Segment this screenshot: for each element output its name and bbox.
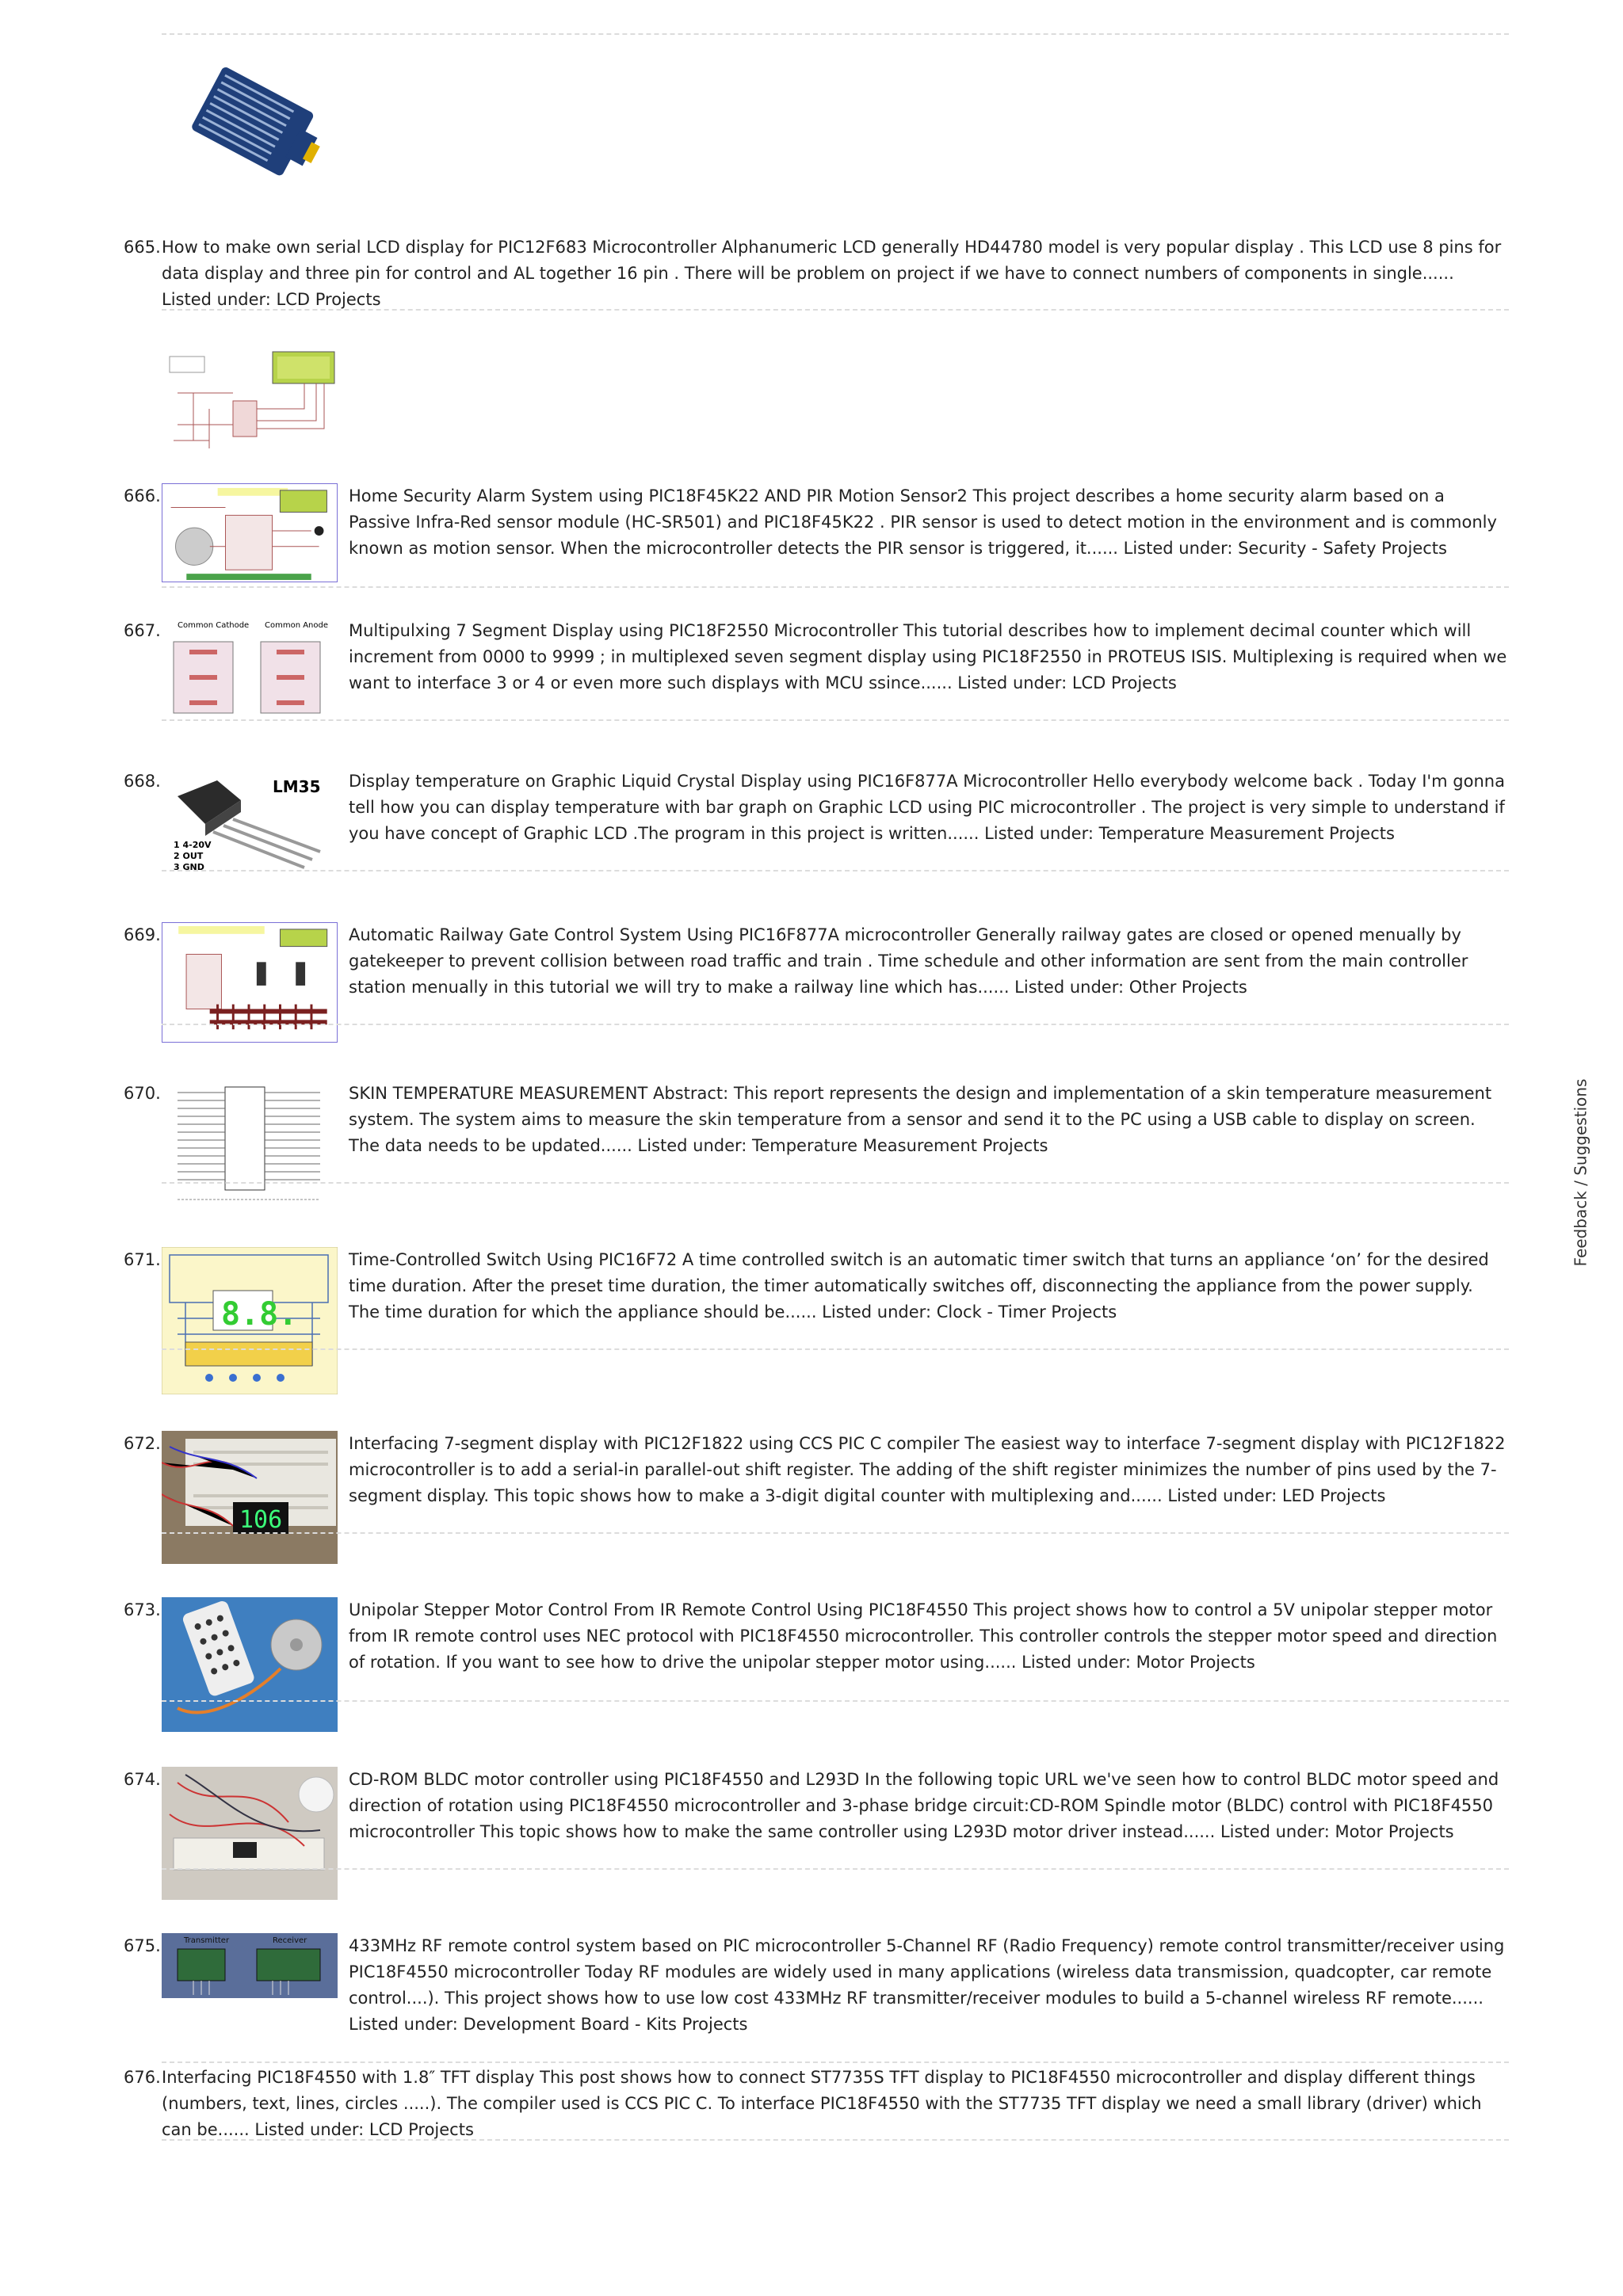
feedback-tab[interactable] xyxy=(1565,1078,1597,1267)
separator xyxy=(162,719,1509,721)
project-link[interactable]: Home Security Alarm System using PIC18F45K22 AND PIR Motion Sensor2 This project describes a home security alarm based on a Passive Infra-Red sensor module (HC-SR501) and PIC18F45K22 . PIR sensor is used to detect motion in the environment and is commonly known as motion sensor. When the microcontroller detects the PIR sensor is triggered, it...... Listed under: Security - Safety Projects xyxy=(349,486,1497,558)
lm35-sensor-image[interactable] xyxy=(162,769,338,879)
serial-lcd-schematic-image[interactable] xyxy=(162,345,338,455)
counter-display-digits: 106 xyxy=(239,1506,283,1534)
project-link[interactable]: 433MHz RF remote control system based on PIC microcontroller 5-Channel RF (Radio Frequency) remote control transmitter/receiver using PIC18F4550 microcontroller Today RF modules are widely used in many applications (wireless data transmission, quadcopter, car remote control....). This project shows how to use low cost 433MHz RF transmitter/receiver modules to build a 5-channel wireless RF remote...... Listed under: Development Board - Kits Projects xyxy=(349,1936,1505,2034)
project-description xyxy=(349,1247,1509,1325)
project-description xyxy=(349,1597,1509,1676)
project-link[interactable]: Display temperature on Graphic Liquid Crystal Display using PIC16F877A Microcontroller Hello everybody welcome back . Today I'm gonna tell how you can display temperature with bar graph on Graphic LCD using PIC microcontroller . The project is very simple to understand if you have concept of Graphic LCD .The program in this project is written...... Listed under: Temperature Measurement Projects xyxy=(349,772,1505,843)
svg-text:3 GND: 3 GND xyxy=(174,862,204,872)
common-anode-label: Common Anode xyxy=(265,621,329,630)
rf-receiver-label: Receiver xyxy=(273,1936,307,1945)
project-link[interactable]: SKIN TEMPERATURE MEASUREMENT Abstract: This report represents the design and implementation of a skin temperature measurement system. The system aims to measure the skin temperature from a sensor and send it to the PC using a USB cable to display on screen. The data needs to be updated...... Listed under: Temperature Measurement Projects xyxy=(349,1084,1492,1155)
rf-transmitter-label: Transmitter xyxy=(184,1936,230,1945)
cdrom-bldc-motor-photo[interactable] xyxy=(162,1767,338,1900)
separator xyxy=(162,33,1509,35)
project-description xyxy=(349,769,1509,847)
project-link[interactable]: Time-Controlled Switch Using PIC16F72 A time controlled switch is an automatic timer switch that turns an appliance ‘on’ for the desired time duration. After the preset time duration, the timer automatically switches off, disconnecting the appliance from the power supply. The time duration for which the appliance should be...... Listed under: Clock - Timer Projects xyxy=(349,1250,1489,1322)
stepper-motor-ir-remote-photo[interactable] xyxy=(162,1597,338,1732)
svg-text:2 OUT: 2 OUT xyxy=(174,851,204,861)
project-link[interactable]: How to make own serial LCD display for PIC12F683 Microcontroller Alphanumeric LCD generally HD44780 model is very popular display . This LCD use 8 pins for data display and three pin for control and AL together 16 pin . There will be problem on project if we have to connect numbers of components in single...... Listed under: LCD Projects xyxy=(162,238,1502,309)
seven-segment-schematic-image[interactable] xyxy=(162,618,338,729)
separator xyxy=(162,1024,1509,1025)
separator xyxy=(162,1532,1509,1534)
separator xyxy=(162,1700,1509,1702)
water-level-sensor-image[interactable] xyxy=(162,41,338,192)
common-cathode-label: Common Cathode xyxy=(178,621,250,630)
item-number: 667. xyxy=(124,621,161,640)
time-controlled-switch-image[interactable] xyxy=(162,1247,338,1394)
project-link[interactable]: Interfacing 7-segment display with PIC12F1822 using CCS PIC C compiler The easiest way to interface 7-segment display with PIC12F1822 microcontroller is to add a serial-in parallel-out shift register. The adding of the shift register minimizes the number of pins used by the 7-segment display. This topic shows how to make a 3-digit digital counter with multiplexing and...... Listed under: LED Projects xyxy=(349,1434,1506,1505)
separator xyxy=(162,1348,1509,1350)
seven-segment-breadboard-photo[interactable] xyxy=(162,1431,338,1564)
separator xyxy=(162,586,1509,588)
item-number: 674. xyxy=(124,1770,161,1789)
project-description xyxy=(349,1081,1509,1159)
project-link[interactable]: Automatic Railway Gate Control System Using PIC16F877A microcontroller Generally railway gates are closed or opened menually by gatekeeper to prevent collision between road traffic and train . Time schedule and other information are sent from the main controller station menually in this tutorial we will try to make a railway line which has...... Listed under: Other Projects xyxy=(349,925,1468,997)
project-description xyxy=(162,235,1509,313)
item-number: 665. xyxy=(124,238,161,257)
project-description xyxy=(349,1431,1509,1509)
item-number: 672. xyxy=(124,1434,161,1453)
pic18f4550-pinout-image[interactable] xyxy=(162,1081,338,1207)
lm35-label: LM35 xyxy=(273,777,321,796)
project-link[interactable]: Interfacing PIC18F4550 with 1.8″ TFT display This post shows how to connect ST7735S TFT display to PIC18F4550 microcontroller and display different things (numbers, text, lines, circles .....). The compiler used is CCS PIC C. To interface PIC18F4550 with the ST7735 TFT display we need a small library (driver) which can be...... Listed under: LCD Projects xyxy=(162,2068,1482,2139)
item-number: 668. xyxy=(124,772,161,791)
rf-transmitter-receiver-photo[interactable] xyxy=(162,1933,338,1998)
item-number: 676. xyxy=(124,2068,161,2087)
separator xyxy=(162,309,1509,311)
item-number: 671. xyxy=(124,1250,161,1269)
project-description xyxy=(349,1933,1509,2038)
project-description xyxy=(349,1767,1509,1845)
project-link[interactable]: Multipulxing 7 Segment Display using PIC18F2550 Microcontroller This tutorial describes how to implement decimal counter which will increment from 0000 to 9999 ; in multiplexed seven segment display using PIC18F2550 in PROTEUS ISIS. Multiplexing is required when we want to interface 3 or 4 or even more such displays with MCU ssince...... Listed under: LCD Projects xyxy=(349,621,1507,692)
project-description xyxy=(349,618,1509,696)
home-security-alarm-image[interactable] xyxy=(162,483,338,582)
svg-text:1 4-20V: 1 4-20V xyxy=(174,840,212,850)
project-description xyxy=(162,2065,1509,2143)
item-number: 673. xyxy=(124,1600,161,1619)
feedback-label: Feedback / Suggestions xyxy=(1571,1078,1591,1267)
item-number: 670. xyxy=(124,1084,161,1103)
separator xyxy=(162,1868,1509,1870)
timer-display-digits: 8.8. xyxy=(221,1296,298,1333)
item-number: 675. xyxy=(124,1936,161,1955)
project-description xyxy=(349,483,1509,562)
item-number: 669. xyxy=(124,925,161,944)
project-link[interactable]: Unipolar Stepper Motor Control From IR Remote Control Using PIC18F4550 This project shows how to control a 5V unipolar stepper motor from IR remote control uses NEC protocol with PIC18F4550 microcontroller. This controller controls the stepper motor speed and direction of rotation. If you want to see how to drive the unipolar stepper motor using...... Listed under: Motor Projects xyxy=(349,1600,1498,1672)
project-link[interactable]: CD-ROM BLDC motor controller using PIC18F4550 and L293D In the following topic URL we've seen how to control BLDC motor speed and direction of rotation using PIC18F4550 microcontroller and 3-phase bridge circuit:CD-ROM Spindle motor (BLDC) control with PIC18F4550 microcontroller This topic shows how to make the same controller using L293D motor driver instead...... Listed under: Motor Projects xyxy=(349,1770,1499,1841)
project-description xyxy=(349,922,1509,1001)
separator xyxy=(162,2139,1509,2141)
item-number: 666. xyxy=(124,486,161,505)
separator xyxy=(162,1182,1509,1184)
separator xyxy=(162,870,1509,871)
separator xyxy=(162,2061,1509,2063)
